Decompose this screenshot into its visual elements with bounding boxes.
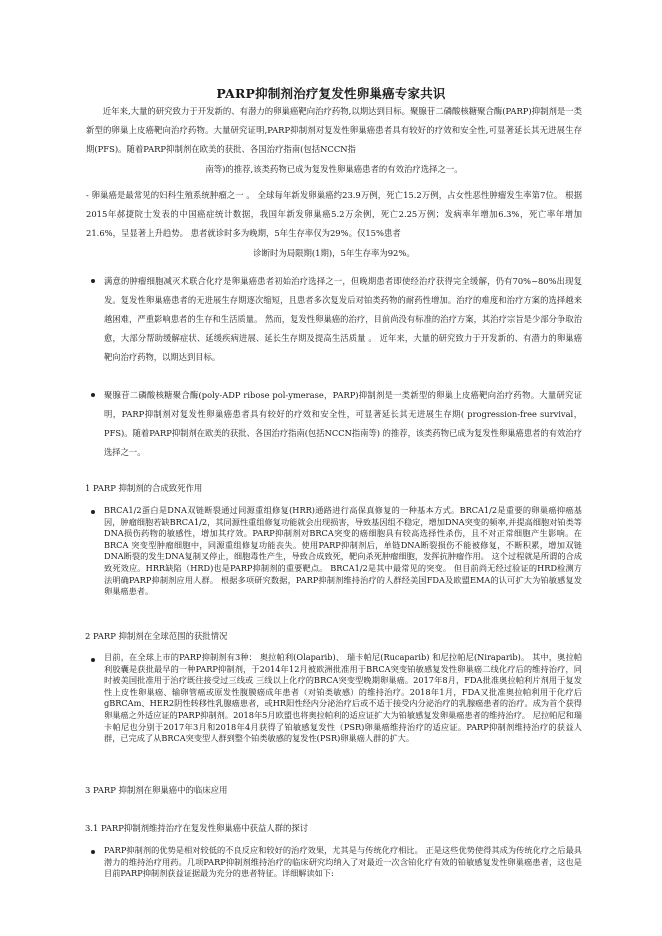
intro-paragraph-1-end: 南等)的推荐,该类药物已成为复发性卵巢癌患者的有效治疗选择之一。 bbox=[205, 164, 463, 174]
bullet-icon bbox=[91, 393, 95, 397]
bullet-icon bbox=[91, 658, 95, 662]
section-1-text: BRCA1/2蛋白是DNA双链断裂通过同源重组修复(HRR)通路进行高保真修复的一种基本方式。BRCA1/2是重要的卵巢癌抑癌基因，肿瘤细胞若缺BRCA1/2，其同源性重组修复功能就会出现损害，导致基因组不稳定，增加DNA突变的频率,并提高细胞对铂类等DNA损伤药物的敏感性，增加其疗效。PARP抑制剂对BRCA突变的癌细胞具有较高选择性杀伤，且不对正常细胞产生影响。在BRCA 突变型肿瘤细胞中，同源重组修复功能丧失。使用PARP抑制剂后，单链DNA断裂损伤不能被修复，不断积累，增加双链DNA断裂的发生DNA复制叉停止，细胞毒性产生，导致合成致死，靶向杀死肿瘤细胞，发挥抗肿瘤作用。 这个过程就是所谓的合成致死效应。HRR缺陷（HRD)也是PARP抑制剂的重要靶点。 BRCA1/2是其中最常见的突变。 但目前尚无经过验证的HRD检测方法明确PARP抑制剂应用人群。 根据多项研究数据，PARP抑制剂维持治疗的人群经美国FDA及欧盟EMA的认可扩大为铂敏感复发卵巢癌患者。 bbox=[104, 505, 582, 597]
intro-paragraph-2: - 卵巢癌是最常见的妇科生殖系统肿瘤之一 。 全球每年新发卵巢癌约23.9万例，死亡15.2万例，占女性恶性肿瘤发生率第7位。 根据2015年郝捷院士发表的中国癌症统计数据，我国年新发卵巢癌5.2万余例，死亡2.25万例；发病率年增加6.3%，死亡率年增加21.6%，呈显著上升趋势。 患者就诊时多为晚期，5年生存率仅为29%。仅15%患者 bbox=[86, 190, 582, 238]
document-title: PARP抑制剂治疗复发性卵巢癌专家共识 bbox=[216, 86, 446, 101]
intro-paragraph-2-end: 诊断时为局限期(1期)，5年生存率为92%。 bbox=[253, 248, 415, 258]
section-2-heading: 2 PARP 抑制剂在全球范围的获批情况 bbox=[85, 631, 228, 641]
section-1-heading: 1 PARP 抑制剂的合成致死作用 bbox=[85, 483, 203, 493]
bullet-paragraph-2: 聚腺苷二磷酸核糖聚合酶(poly-ADP ribose pol-ymerase，PARP)抑制剂是一类新型的卵巢上皮癌靶向治疗药物。大量研究证明，PARP抑制剂对复发性卵巢癌患者具有较好的疗效和安全性，可显著延长其无进展生存期( progression-free survival， PFS)。随着PARP抑制剂在欧美的获批、各国治疗指南(包括NCCN指南等) 的推荐，该类药物已成为复发性卵巢癌患者的有效治疗选择之一。 bbox=[104, 390, 582, 457]
bullet-icon bbox=[91, 850, 95, 854]
bullet-icon bbox=[91, 279, 95, 283]
section-3-heading: 3 PARP 抑制剂在卵巢癌中的临床应用 bbox=[85, 785, 228, 795]
bullet-paragraph-1: 满意的肿瘤细胞减灭术联合化疗是卵巢癌患者初始治疗选择之一，但晚期患者即使经治疗获得完全缓解，仍有70%~80%出现复发。复发性卵巢癌患者的无进展生存期逐次缩短，且患者多次复发后对铂类药物的耐药性增加。治疗的难度和治疗方案的选择越来越困难，严重影响患者的生存和生活质量。 然而，复发性卵巢癌的治疗，目前尚没有标准的治疗方案，其治疗宗旨是少部分争取治愈，大部分帮助缓解症状、延缓疾病进展、延长生存期及提高生活质量 。 近年来，大量的研究致力于开发新的、有潜力的卵巢癌靶向治疗药物，以期达到目标。 bbox=[104, 276, 582, 362]
bullet-icon bbox=[91, 510, 95, 514]
section-3-1-heading: 3.1 PARP抑制剂维持治疗在复发性卵巢癌中获益人群的探讨 bbox=[85, 823, 309, 833]
section-3-1-text: PARP抑制剂的优势是相对较低的不良反应和较好的治疗效果，尤其是与传统化疗相比。 正是这些优势使得其成为传统化疗之后最具潜力的维持治疗用药。几项PARP抑制剂维持治疗的临床研究均纳入了对最近一次含铂化疗有效的铂敏感复发性卵巢癌患者，这也是目前PARP抑制剂获益证据最为充分的患者特征。详细解读如下: bbox=[104, 845, 582, 879]
section-2-text: 目前，在全球上市的PARP抑制剂有3种： 奥拉帕利(Olaparib)、 瑞卡帕尼(Rucaparib) 和尼拉帕尼(Niraparib)。 其中，奥拉帕利胶囊是获批最早的一种PARP抑制剂，于2014年12月被欧洲批准用于BRCA突变铂敏感复发性卵巢癌二线化疗后的维持治疗，同时被美国批准用于治疗既往接受过三线或 三线以上化疗的BRCA突变型晚期卵巢癌。2017年8月，FDA批准奥拉帕利片剂用于复发性上皮性卵巢癌、输卵管癌或原发性腹膜癌成年患者（对铂类敏感）的维持治疗。2018年1月，FDA又批准奥拉帕利用于化疗后gBRCAm、HER2阴性转移性乳腺癌患者，或HR阳性经内分泌治疗后或不适于接受内分泌治疗的乳腺癌患者的治疗。成为首个获得卵巢癌之外适应证的PARP抑制剂。2018年5月欧盟也将奥拉帕利的适应证扩大为铂敏感复发卵巢癌患者的维持治疗。 尼拉帕尼和瑞卡帕尼也分别于2017年3月和2018年4月获得了铂敏感复发性（PSR)卵巢癌维持治疗的适应证。PARP抑制剂维持治疗的获益人群，已完成了从BRCA突变型人群到整个铂类敏感的复发性(PSR)卵巢癌人群的扩大。 bbox=[104, 652, 582, 744]
intro-paragraph-1: 近年来,大量的研究致力于开发新的、有潜力的卵巢癌靶向治疗药物,以期达到目标。聚腺苷二磷酸核糖聚合酶(PARP)抑制剂是一类新型的卵巢上皮癌靶向治疗药物。大量研究证明,PARP抑制剂对复发性卵巢癌患者具有较好的疗效和安全性,可显著延长其无进展生存期(PFS)。随着PARP抑制剂在欧美的获批、各国治疗指南(包括NCCN指 bbox=[86, 106, 582, 154]
